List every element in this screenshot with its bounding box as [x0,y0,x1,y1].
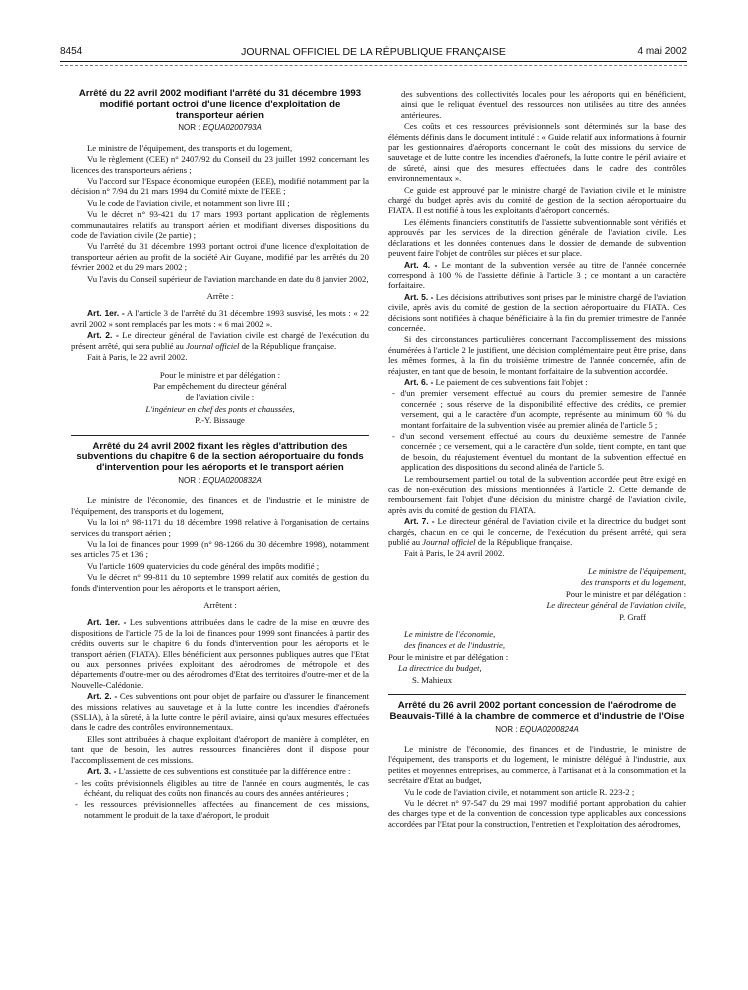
decree1-art1: Art. 1er. - A l'article 3 de l'arrêté du 31 décembre 1993 susvisé, les mots : « 22 avril 2002 » sont remplacés par les mots : « 6 mai 2002 ». [71,308,369,329]
decree1-para: Vu l'accord sur l'Espace économique européen (EEE), modifié notamment par la décision n° 7/94 du 21 mars 1994 du Comité mixte de l'EEE ; [71,176,369,197]
decree1-para: Vu le décret n° 93-421 du 17 mars 1993 portant application de règlements communautaires relatifs au transport aérien et modifiant diverses dispositions du code de l'aviation civile (2e partie) ; [71,209,369,241]
decree1-signature: L'ingénieur en chef des ponts et chaussées, [145,403,295,414]
left-column [71,89,369,821]
art5: Art. 5. - Les décisions attributives sont prises par le ministre chargé de l'aviation civile, après avis du comité de gestion de la section aéroportuaire du FIATA. Ces décisions sont notifiées à chaque bénéficiaire à la fin du premier trimestre de l'année concernée. [388,291,687,333]
decree1-para: Vu l'arrêté du 31 décembre 1993 portant octroi d'une licence d'exploitation de transporteur aérien au profit de la société Air Guyane, modifié par les arrêtés du 20 février 2002 et du 29 mars 2002 ; [71,241,369,273]
decree2-art2: Art. 2. - Ces subventions ont pour objet de parfaire ou d'assurer le financement des missions relatives au sauvetage et à la lutte contre les incendies d'aéronefs (SSLIA), à la sûreté, à la lutte contre le péril aviaire, ainsi qu'aux mesures effectuées dans le cadre des contrôles environnementaux. [71,691,369,733]
decree1-signature: Pour le ministre et par délégation : [159,369,281,380]
decree2-para: Vu la loi n° 98-1171 du 18 décembre 1998 relative à l'organisation de certains services du transport aérien ; [71,517,369,538]
art6: Art. 6. - Le paiement de ces subventions fait l'objet : [404,376,588,387]
decree2-art3: Art. 3. - L'assiette de ces subventions est constituée par la différence entre : [87,766,351,777]
journal-title: JOURNAL OFFICIEL DE LA RÉPUBLIQUE FRANÇAISE [241,46,506,58]
decree-separator [71,435,369,436]
decree3-title: Arrêté du 26 avril 2002 portant concession de l'aérodrome de Beauvais-Tillé à la chambre de commerce et d'industrie de l'Oise [389,699,685,722]
art6-item: - d'un premier versement effectué au cours du premier semestre de l'année concernée ; sous réserve de la disponibilité effective des crédits, ce premier versement, qui a le caractère d'un acompte, représente au minimum 60 % du montant forfaitaire de la subvention visée au premier alinéa de l'article 5 ; [392,388,686,430]
issue-date: 4 mai 2002 [637,46,687,57]
decree2-art3-item: - les coûts prévisionnels éligibles au titre de l'année en cours augmentés, le cas échéant, du reliquat des coûts non financés au cours des années antérieures ; [75,777,369,798]
decree2-art1: Art. 1er. - Les subventions attribuées dans le cadre de la mise en œuvre des dispositions de l'article 75 de la loi de finances pour 1999 sont financées à partir des crédits ouverts sur le chapitre 6 du fonds d'intervention pour les aéroports et le transport aérien (FIATA). Elles bénéficient aux personnes publiques autres que l'Etat ou aux personnes privées exploitant des aérodromes de métropole et des départements d'outre-mer ou des aérodromes d'Etat des territoires d'outre-mer et de la Nouvelle-Calédonie. [71,617,369,690]
art7: Art. 7. - Le directeur général de l'aviation civile et la directrice du budget sont chargés, chacun en ce qui le concerne, de l'exécution du présent arrêté, qui sera publié au Journal officiel de la République française. [388,516,687,548]
signature-b: La directrice du budget, [398,663,482,674]
art4: Art. 4. - Le montant de la subvention versée au titre de l'année concernée correspond à 100 % de l'assiette définie à l'article 3 ; ce montant a un caractère forfaitaire. [388,259,687,291]
art3-item-continued: des subventions des collectivités locales pour les aéroports qui en bénéficient, ainsi que le reliquat éventuel des ressources non utilisées au titre des années antérieures. [401,89,686,120]
page-header [60,46,687,60]
decree1-art2: Art. 2. - Le directeur général de l'aviation civile est chargé de l'exécution du présent arrêté, qui sera publié au Journal officiel de la République française. [71,330,370,351]
decree1-para: Le ministre de l'équipement, des transports et du logement, [87,142,293,153]
decree1-para: Vu le règlement (CEE) n° 2407/92 du Conseil du 23 juillet 1992 concernant les licences des transporteurs aériens ; [71,154,369,175]
decree2-para: Vu le décret n° 99-811 du 10 septembre 1999 relatif aux comités de gestion du fonds d'intervention pour les aéroports et le transport aérien, [71,572,369,593]
decree2-para: Vu la loi de finances pour 1999 (n° 98-1266 du 30 décembre 1998), notamment ses articles 75 et 136 ; [71,538,369,560]
signature-b: Le ministre de l'économie, [404,628,496,639]
header-rule [60,61,687,62]
signature-b: Pour le ministre et par délégation : [388,651,509,662]
decree3-nor: NOR : EQUA0200824A [495,724,579,734]
signer-b: S. Mahieux [412,674,453,685]
decree2-arretent: Arrêtent : [203,600,237,610]
page-number: 8454 [60,46,83,57]
decree1-arrete: Arrête : [206,291,234,302]
decree2-done: Fait à Paris, le 24 avril 2002. [404,548,505,559]
decree1-signature: Par empêchement du directeur général [153,380,287,391]
art6-item: - d'un second versement effectué au cours du deuxième semestre de l'année concernée ; ce versement, qui a le caractère d'un solde, tient compte, en tant que de besoin, du réajustement éventuel du montant de la subvention effectué en application des dispositions du second alinéa de l'article 5. [392,431,686,473]
decree2-art3-item: - les ressources prévisionnelles affectées au financement de ces missions, notamment le produit de la taxe d'aéroport, le produit [75,799,369,820]
right-para: Ces coûts et ces ressources prévisionnels sont déterminés sur la base des éléments définis dans le document intitulé : « Guide relatif aux informations à fournir par les gestionnaires d'aéroports concernant le coût des missions du service de sauvetage et de lutte contre les incendies d'aéronefs, la lutte contre le péril aviaire et de sûreté, ainsi que des mesures effectuées dans le cadre des contrôles environnementaux ». [388,121,686,184]
header-dashed-rule [60,65,687,66]
signature-a: des transports et du logement, [581,577,686,588]
signature-a: Le directeur général de l'aviation civile, [546,600,686,611]
signature-a: Le ministre de l'équipement, [587,565,686,576]
decree3-para: Le ministre de l'économie, des finances et de l'industrie, le ministre de l'équipement, des transports et du logement, le ministre délégué à l'industrie, aux petites et moyennes entreprises, au commerce, à l'artisanat et à la consommation et la secrétaire d'Etat au budget, [388,743,686,786]
decree2-para: Le ministre de l'économie, des finances et de l'industrie et le ministre de l'équipement, des transports et du logement, [71,495,369,516]
art6-p2: Le remboursement partiel ou total de la subvention accordée peut être exigé en cas de non-exécution des missions mentionnées à l'article 2. Cette demande de remboursement fait l'objet d'une décision du ministre chargé de l'aviation civile, après avis du comité de gestion du FIATA. [388,473,686,515]
decree2-para: Vu l'article 1609 quatervicies du code général des impôts modifié ; [87,560,320,571]
decree1-signature: de l'aviation civile : [185,392,255,403]
decree2-nor: NOR : EQUA0200832A [178,475,262,485]
decree-separator [388,694,686,695]
signature-a: Pour le ministre et par délégation : [565,588,686,599]
decree3-para: Vu le décret n° 97-547 du 29 mai 1997 modifié portant approbation du cahier des charges type et de la convention de concession type applicables aux concessions accordées par l'Etat pour la construction, l'entretien et l'exploitation des aérodromes, [388,797,686,829]
decree1-para: Vu l'avis du Conseil supérieur de l'aviation marchande en date du 8 janvier 2002, [87,273,369,284]
right-column [388,89,686,830]
art5-p2: Si des circonstances particulières concernant l'accomplissement des missions énumérées à l'article 2 le justifient, une décision complémentaire peut être prise, dans les mêmes formes, à la fin du troisième trimestre de l'année concernée, afin de réajuster, en tant que de besoin, le montant forfaitaire de la subvention accordée. [388,334,686,376]
signature-b: des finances et de l'industrie, [404,640,506,651]
decree1-title: Arrêté du 22 avril 2002 modifiant l'arrêté du 31 décembre 1993 modifié portant octroi d'une licence d'exploitation de transporteur aérien [78,88,362,121]
decree1-done: Fait à Paris, le 22 avril 2002. [87,352,188,363]
right-para: Ce guide est approuvé par le ministre chargé de l'aviation civile et le ministre chargé du budget après avis du comité de gestion de la section aéroportuaire du FIATA. Il est notifié à tous les exploitants d'aéroport concernés. [388,184,686,216]
decree1-signer: P.-Y. Bissauge [195,415,245,426]
decree2-art2-p2: Elles sont attribuées à chaque exploitant d'aéroport de manière à compléter, en tant que de besoin, les autres ressources financières dont il dispose pour l'accomplissement de ces missions. [71,733,369,765]
right-para: Les éléments financiers constitutifs de l'assiette subventionnable sont vérifiés et approuvés par les services de la direction générale de l'aviation civile. Les déclarations et les données contenues dans le dossier de demande de subvention peuvent faire l'objet de contrôles sur pièces et sur place. [388,216,686,259]
decree3-para: Vu le code de l'aviation civile, et notamment son article R. 223-2 ; [404,786,635,797]
decree1-nor: NOR : EQUA0200793A [178,123,262,133]
decree2-title: Arrêté du 24 avril 2002 fixant les règles d'attribution des subventions du chapitre 6 de la section aéroportuaire du fonds d'intervention pour les aéroports et le transport aérien [76,440,364,474]
decree1-para: Vu le code de l'aviation civile, et notamment son livre III ; [87,197,290,208]
signer-a: P. Graff [619,611,646,622]
